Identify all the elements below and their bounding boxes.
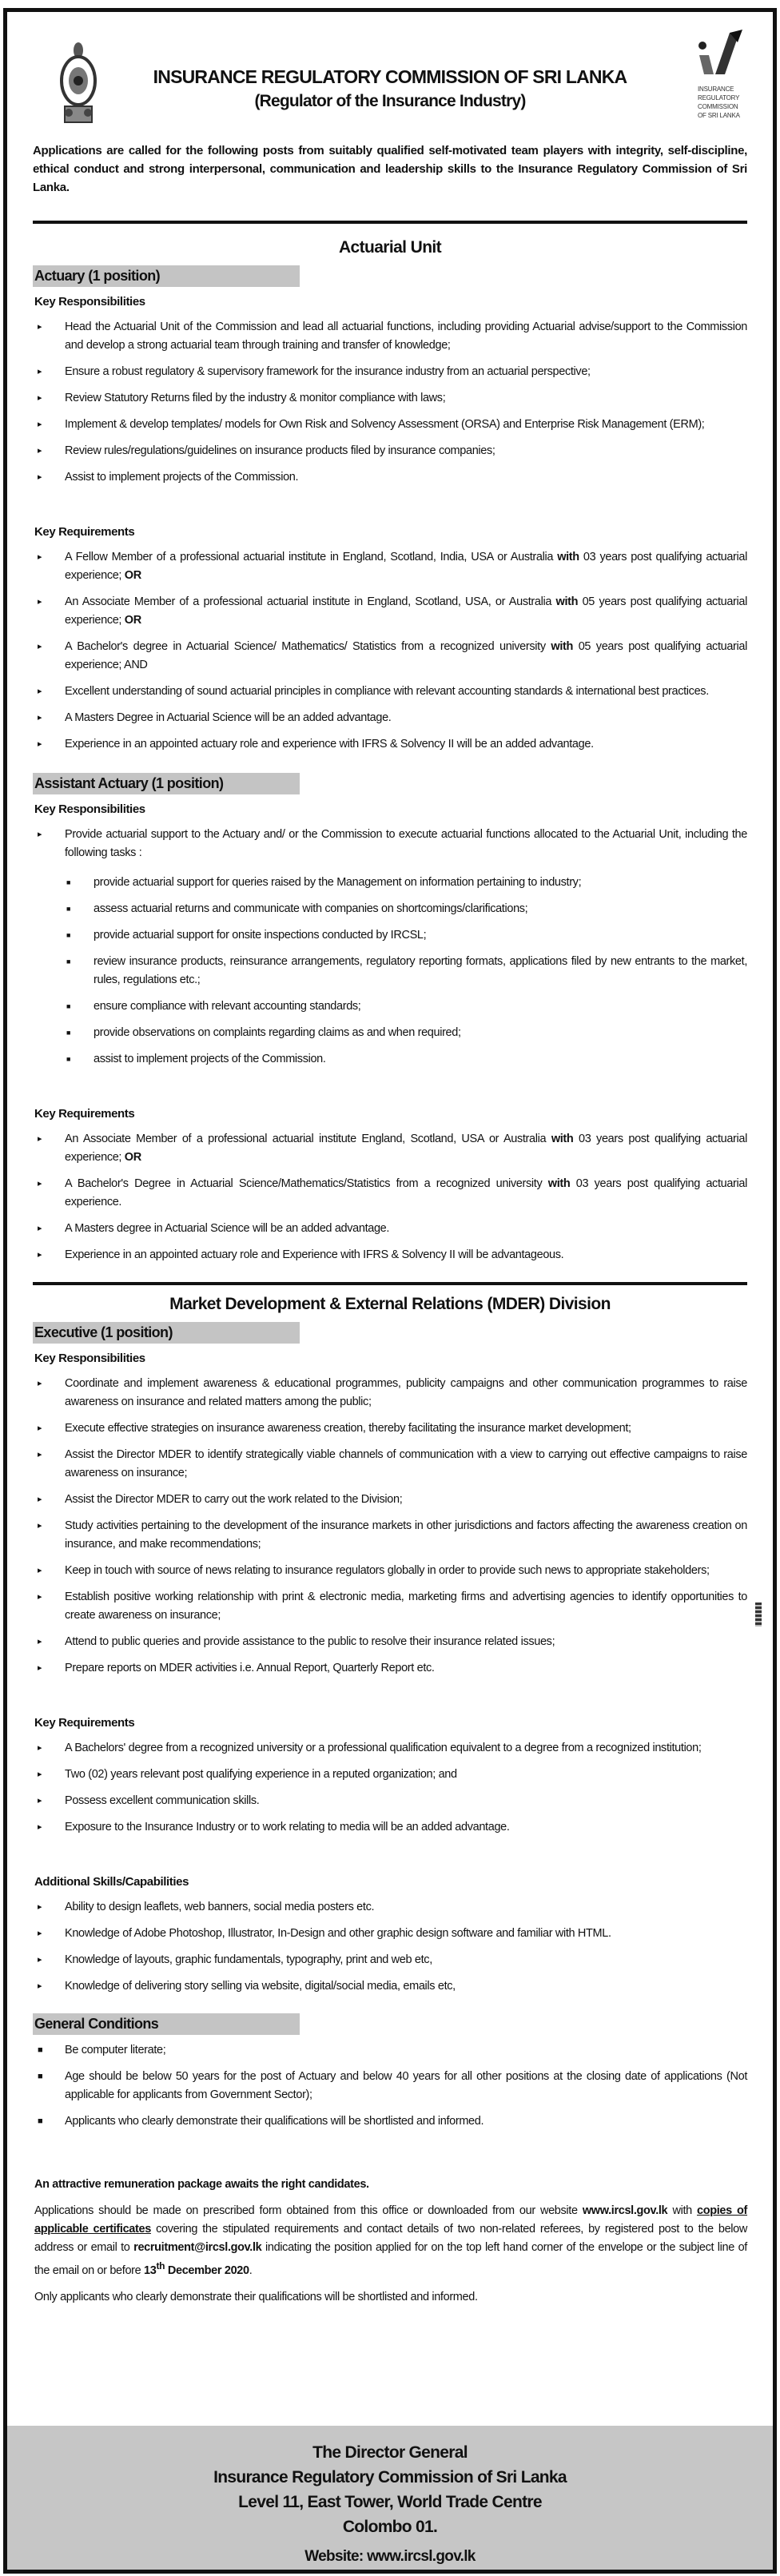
footer-organization: Insurance Regulatory Commission of Sri Lanka <box>213 2468 567 2486</box>
divider <box>33 1282 747 1285</box>
list-item <box>33 638 747 675</box>
item-text: 03 years post qualifying actuarial experience. <box>65 1177 747 1208</box>
item-text: Experience in an appointed actuary role and experience with IFRS & Solvency II will be an added advantage. <box>65 738 594 751</box>
item-text: Study activities pertaining to the development of the insurance markets in other jurisdictions and factors affecting the awareness creation on insurance, and make recommendations; <box>65 1519 747 1551</box>
list-item <box>33 1792 747 1810</box>
triangle-bullet-icon: ▸ <box>38 367 42 376</box>
item-text: An Associate Member of a professional actuarial institute England, Scotland, USA or Australia <box>65 1133 551 1145</box>
certificates-note: copies of applicable certificates <box>34 2204 748 2236</box>
list-item <box>33 826 747 862</box>
section-subheading: Key Responsibilities <box>34 1352 145 1365</box>
section-subheading: Key Requirements <box>34 1107 135 1121</box>
list-item <box>33 709 747 727</box>
triangle-bullet-icon: ▸ <box>38 322 42 332</box>
triangle-bullet-icon: ▸ <box>38 1521 42 1531</box>
triangle-bullet-icon: ▸ <box>38 739 42 749</box>
text: indicating the position applied for on the top left hand corner of the envelope or the subject line of the email on or before <box>34 2241 747 2277</box>
item-text: Age should be below 50 years for the post of Actuary and below 40 years for all other positions at the closing date of applications (Not applicable for applicants from Government Sector); <box>65 2070 747 2101</box>
ad-reference-code <box>755 1603 762 1626</box>
list-item <box>33 1588 747 1625</box>
item-text: Prepare reports on MDER activities i.e. Annual Report, Quarterly Report etc. <box>65 1662 435 1674</box>
text: covering the stipulated requirements and contact details of two non-related referees, by registered post to the below address or email to <box>34 2223 747 2254</box>
text: . <box>249 2263 253 2277</box>
square-bullet-icon: ■ <box>66 905 71 913</box>
spacer <box>33 495 747 517</box>
triangle-bullet-icon: ▸ <box>38 1822 42 1832</box>
text: Applications should be made on prescribed form obtained from this office or downloaded from our website <box>34 2204 583 2217</box>
list-item <box>33 1951 747 1969</box>
deadline <box>144 2260 249 2277</box>
header <box>33 12 747 132</box>
item-text: Knowledge of Adobe Photoshop, Illustrator, In-Design and other graphic design software and familiar with HTML. <box>65 1927 611 1940</box>
spacer <box>33 762 747 773</box>
item-text: 05 years post qualifying actuarial experience; AND <box>65 640 747 671</box>
list-item <box>33 1419 747 1438</box>
shortlist-note: Only applicants who clearly demonstrate their qualifications will be shortlisted and informed. <box>34 2290 478 2303</box>
section-subheading: Key Responsibilities <box>34 295 145 309</box>
item-text: Provide actuarial support to the Actuary and/ or the Commission to execute actuarial functions allocated to the Actuarial Unit, including the following tasks : <box>65 828 747 859</box>
list-item <box>33 1220 747 1238</box>
list-item <box>33 1246 747 1264</box>
list-item <box>33 318 747 355</box>
sub-list-item <box>33 874 747 892</box>
bullet-list <box>33 548 747 754</box>
triangle-bullet-icon: ▸ <box>38 1743 42 1753</box>
list-item <box>33 2041 747 2060</box>
position-title: Actuary (1 position) <box>33 265 300 287</box>
item-text: Be computer literate; <box>65 2044 166 2056</box>
triangle-bullet-icon: ▸ <box>38 1981 42 1991</box>
triangle-bullet-icon: ▸ <box>38 1250 42 1260</box>
list-item <box>33 1562 747 1580</box>
item-text: Review rules/regulations/guidelines on insurance products filed by insurance companies; <box>65 444 495 457</box>
triangle-bullet-icon: ▸ <box>38 1929 42 1938</box>
position-title: Executive (1 position) <box>33 1322 300 1344</box>
triangle-bullet-icon: ▸ <box>38 1955 42 1965</box>
bullet-list <box>33 1739 747 1837</box>
logo-text-line: REGULATORY <box>698 94 740 102</box>
list-item <box>33 735 747 754</box>
item-text: An Associate Member of a professional actuarial institute in England, Scotland, USA, or Australia <box>65 595 556 608</box>
intro-paragraph: Applications are called for the following posts from suitably qualified self-motivated team players with integrity, self-discipline, ethical conduct and strong interpersonal, communication and leadership skills to the Insurance Regulatory Commission of Sri Lanka. <box>33 144 747 194</box>
application-instructions <box>34 2202 747 2280</box>
text: with <box>667 2204 698 2217</box>
position-title: Assistant Actuary (1 position) <box>33 773 300 794</box>
logo-text-line: COMMISSION <box>698 103 738 110</box>
square-bullet-icon: ■ <box>66 1029 71 1037</box>
triangle-bullet-icon: ▸ <box>38 830 42 839</box>
emphasis-text: with <box>551 640 574 653</box>
item-text: assist to implement projects of the Commission. <box>94 1053 326 1065</box>
item-text: 05 years post qualifying actuarial experience; <box>65 595 747 627</box>
logo-text-line: OF SRI LANKA <box>698 112 740 119</box>
list-item <box>33 1375 747 1411</box>
item-text: Attend to public queries and provide assistance to the public to resolve their insurance related issues; <box>65 1635 555 1648</box>
triangle-bullet-icon: ▸ <box>38 1495 42 1504</box>
item-text: ensure compliance with relevant accounting standards; <box>94 1000 361 1013</box>
item-text: Establish positive working relationship with print & electronic media, marketing firms and advertising agencies to identify opportunities to create awareness on insurance; <box>65 1591 747 1622</box>
triangle-bullet-icon: ▸ <box>38 446 42 456</box>
footer-city: Colombo 01. <box>342 2518 438 2536</box>
ircsl-logo-icon <box>698 30 742 78</box>
sub-bullet-list <box>33 874 747 1069</box>
triangle-bullet-icon: ▸ <box>38 642 42 651</box>
list-item <box>33 2068 747 2104</box>
list-item <box>33 1977 747 1996</box>
item-text: Head the Actuarial Unit of the Commission and lead all actuarial functions, including providing Actuarial advise/support to the Commission and develop a strong actuarial team through training and transfer of knowledge; <box>65 321 747 352</box>
bullet-list <box>33 826 747 1069</box>
triangle-bullet-icon: ▸ <box>38 1134 42 1144</box>
triangle-bullet-icon: ▸ <box>38 713 42 723</box>
list-item <box>33 1739 747 1758</box>
ircsl-logo <box>698 30 754 120</box>
footer-addressee: The Director General <box>312 2443 468 2462</box>
triangle-bullet-icon: ▸ <box>38 1663 42 1673</box>
deadline-day: 13 <box>144 2263 157 2277</box>
item-text: Knowledge of layouts, graphic fundamentals, typography, print and web etc, <box>65 1953 432 1966</box>
item-text: Assist the Director MDER to carry out the work related to the Division; <box>65 1493 403 1506</box>
job-sections <box>33 238 747 1996</box>
unit-heading: Actuarial Unit <box>338 238 442 257</box>
item-text: Keep in touch with source of news relating to insurance regulators globally in order to provide such news to appropriate stakeholders; <box>65 1564 710 1577</box>
item-text: Possess excellent communication skills. <box>65 1794 260 1807</box>
list-item <box>33 1175 747 1212</box>
square-bullet-icon: ■ <box>66 1002 71 1010</box>
spacer <box>33 1686 747 1708</box>
website-link[interactable]: www.ircsl.gov.lk <box>582 2204 668 2217</box>
footer-website[interactable]: Website: www.ircsl.gov.lk <box>304 2548 476 2565</box>
divider <box>33 221 747 224</box>
list-item <box>33 1898 747 1917</box>
section-subheading: Key Requirements <box>34 1716 135 1730</box>
sub-list-item <box>33 926 747 945</box>
item-text: Applicants who clearly demonstrate their qualifications will be shortlisted and informed. <box>65 2115 484 2128</box>
item-text: 03 years post qualifying actuarial experience; <box>65 551 747 582</box>
triangle-bullet-icon: ▸ <box>38 687 42 696</box>
list-item <box>33 442 747 460</box>
section-subheading: Key Requirements <box>34 525 135 539</box>
item-text: A Bachelor's degree in Actuarial Science/ Mathematics/ Statistics from a recognized university <box>65 640 551 653</box>
list-item <box>33 416 747 434</box>
general-conditions-heading: General Conditions <box>33 2013 300 2035</box>
triangle-bullet-icon: ▸ <box>38 552 42 562</box>
list-item <box>33 468 747 487</box>
list-item <box>33 1446 747 1483</box>
item-text: Coordinate and implement awareness & educational programmes, publicity campaigns and other communication programmes to raise awareness on insurance and related matters among the public; <box>65 1377 747 1408</box>
sub-list-item <box>33 1050 747 1069</box>
advertisement-frame <box>3 8 777 2574</box>
list-item <box>33 2112 747 2131</box>
item-text: A Bachelors' degree from a recognized university or a professional qualification equivalent to a degree from a recognized institution; <box>65 1742 702 1754</box>
item-text: Ability to design leaflets, web banners, social media posters etc. <box>65 1901 375 1913</box>
sub-list-item <box>33 1024 747 1042</box>
item-text: assess actuarial returns and communicate with companies on shortcomings/clarifications; <box>94 902 528 915</box>
section-subheading: Additional Skills/Capabilities <box>34 1875 189 1889</box>
item-text: Review Statutory Returns filed by the industry & monitor compliance with laws; <box>65 392 446 404</box>
item-text: Execute effective strategies on insurance awareness creation, thereby facilitating the insurance market development; <box>65 1422 631 1435</box>
emphasis-text: OR <box>124 614 141 627</box>
list-item <box>33 1925 747 1943</box>
item-text: Implement & develop templates/ models for Own Risk and Solvency Assessment (ORSA) and Enterprise Risk Management (ERM); <box>65 418 705 431</box>
list-item <box>33 1818 747 1837</box>
triangle-bullet-icon: ▸ <box>38 1450 42 1459</box>
item-text: provide actuarial support for queries raised by the Management on information pertaining to industry; <box>94 876 582 889</box>
triangle-bullet-icon: ▸ <box>38 472 42 482</box>
sub-list-item <box>33 900 747 918</box>
triangle-bullet-icon: ▸ <box>38 1796 42 1806</box>
email-link[interactable]: recruitment@ircsl.gov.lk <box>133 2241 262 2254</box>
triangle-bullet-icon: ▸ <box>38 1566 42 1575</box>
square-bullet-icon: ■ <box>38 2045 43 2055</box>
list-item <box>33 363 747 381</box>
item-text: 03 years post qualifying actuarial experience; <box>65 1133 747 1164</box>
item-text: provide actuarial support for onsite inspections conducted by IRCSL; <box>94 929 427 942</box>
item-text: Excellent understanding of sound actuarial principles in compliance with relevant accounting standards & international best practices. <box>65 685 709 698</box>
emphasis-text: with <box>557 551 579 563</box>
triangle-bullet-icon: ▸ <box>38 1179 42 1188</box>
triangle-bullet-icon: ▸ <box>38 1592 42 1602</box>
triangle-bullet-icon: ▸ <box>38 1902 42 1912</box>
square-bullet-icon: ■ <box>66 878 71 886</box>
emphasis-text: OR <box>124 1151 141 1164</box>
item-text: A Bachelor's Degree in Actuarial Science/Mathematics/Statistics from a recognized university <box>65 1177 548 1190</box>
square-bullet-icon: ■ <box>66 931 71 939</box>
page-subtitle: (Regulator of the Insurance Industry) <box>254 92 526 110</box>
square-bullet-icon: ■ <box>66 958 71 966</box>
triangle-bullet-icon: ▸ <box>38 1379 42 1388</box>
triangle-bullet-icon: ▸ <box>38 597 42 607</box>
emphasis-text: OR <box>124 569 141 582</box>
square-bullet-icon: ■ <box>38 2116 43 2126</box>
triangle-bullet-icon: ▸ <box>38 1637 42 1646</box>
item-text: Knowledge of delivering story selling via website, digital/social media, emails etc, <box>65 1980 456 1993</box>
list-item <box>33 1659 747 1678</box>
item-text: Experience in an appointed actuary role and Experience with IFRS & Solvency II will be advantageous. <box>65 1248 564 1261</box>
item-text: Assist the Director MDER to identify strategically viable channels of communication with a view to carrying out effective campaigns to raise awareness on insurance; <box>65 1448 747 1479</box>
unit-heading: Market Development & External Relations (MDER) Division <box>169 1295 611 1313</box>
list-item <box>33 593 747 630</box>
contact-footer <box>7 2426 773 2570</box>
item-text: Assist to implement projects of the Commission. <box>65 471 299 484</box>
triangle-bullet-icon: ▸ <box>38 1770 42 1779</box>
item-text: review insurance products, reinsurance arrangements, regulatory reporting formats, applications filed by new entrants to the market, rules, regulations etc.; <box>94 955 747 986</box>
item-text: A Masters Degree in Actuarial Science will be an added advantage. <box>65 711 392 724</box>
bullet-list <box>33 1130 747 1264</box>
section-subheading: Key Responsibilities <box>34 802 145 816</box>
remuneration-note: An attractive remuneration package awaits the right candidates. <box>34 2178 369 2191</box>
item-text: A Masters degree in Actuarial Science will be an added advantage. <box>65 1222 390 1235</box>
item-text: Ensure a robust regulatory & supervisory framework for the insurance industry from an actuarial perspective; <box>65 365 591 378</box>
emphasis-text: with <box>547 1177 571 1190</box>
triangle-bullet-icon: ▸ <box>38 393 42 403</box>
advertisement-body <box>33 12 747 2315</box>
bullet-list <box>33 1375 747 1678</box>
list-item <box>33 1130 747 1167</box>
page-title: INSURANCE REGULATORY COMMISSION OF SRI LANKA <box>153 66 627 87</box>
footer-address: Level 11, East Tower, World Trade Centre <box>238 2493 542 2511</box>
sub-list-item <box>33 997 747 1016</box>
item-text: provide observations on complaints regarding claims as and when required; <box>94 1026 461 1039</box>
list-item <box>33 683 747 701</box>
list-item <box>33 1766 747 1784</box>
square-bullet-icon: ■ <box>38 2072 43 2081</box>
spacer <box>33 1077 747 1099</box>
list-item <box>33 1491 747 1509</box>
emphasis-text: with <box>551 1133 574 1145</box>
spacer <box>33 1845 747 1867</box>
item-text: A Fellow Member of a professional actuarial institute in England, Scotland, India, USA or Australia <box>65 551 558 563</box>
sub-list-item <box>33 953 747 989</box>
item-text: Exposure to the Insurance Industry or to work relating to media will be an added advantage. <box>65 1821 510 1833</box>
emphasis-text: with <box>555 595 579 608</box>
deadline-suffix: th <box>156 2260 165 2271</box>
triangle-bullet-icon: ▸ <box>38 1224 42 1233</box>
bullet-list <box>33 1898 747 1996</box>
list-item <box>33 389 747 408</box>
square-bullet-icon: ■ <box>66 1055 71 1063</box>
list-item <box>33 1633 747 1651</box>
logo-text <box>698 85 754 120</box>
list-item <box>33 1517 747 1554</box>
general-conditions-list <box>33 2041 747 2131</box>
logo-text-line: INSURANCE <box>698 86 734 93</box>
item-text: Two (02) years relevant post qualifying experience in a reputed organization; and <box>65 1768 457 1781</box>
list-item <box>33 548 747 585</box>
bullet-list <box>33 318 747 487</box>
triangle-bullet-icon: ▸ <box>38 1423 42 1433</box>
triangle-bullet-icon: ▸ <box>38 420 42 429</box>
deadline-month-year: December 2020 <box>165 2263 249 2277</box>
